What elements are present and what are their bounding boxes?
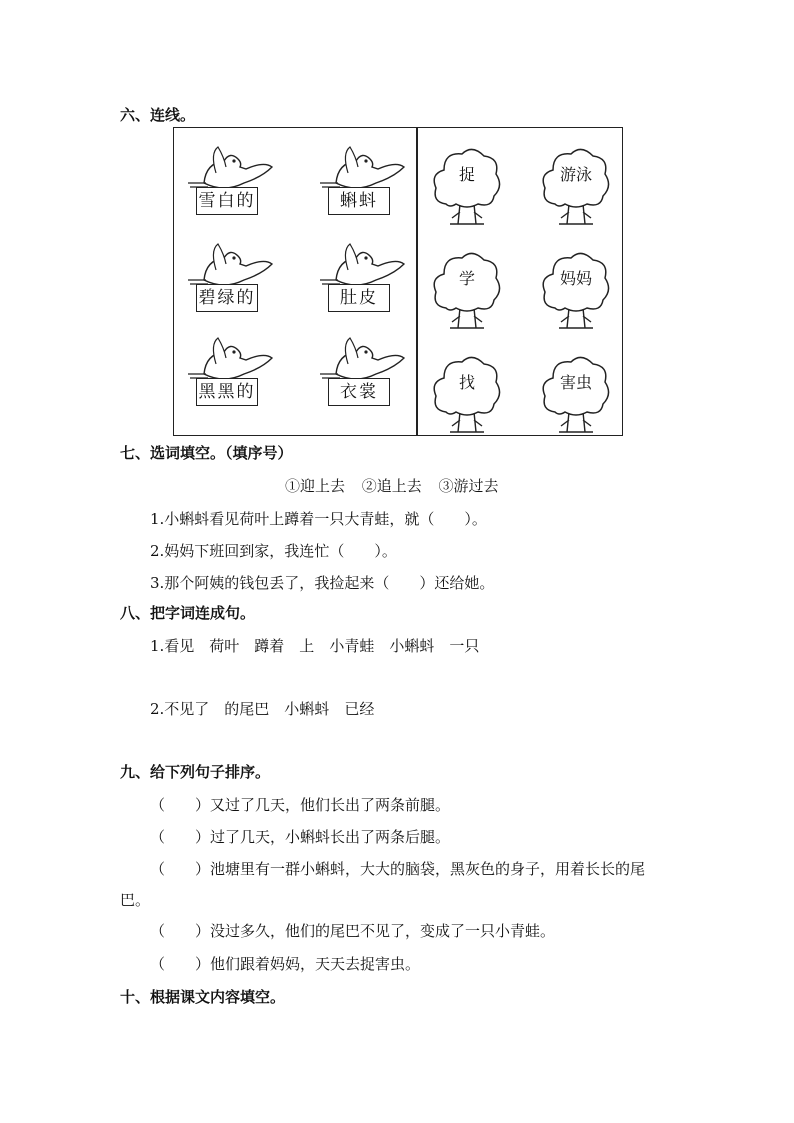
bird-card[interactable]: [184, 143, 274, 223]
box-divider: [416, 128, 418, 435]
word-options: ①迎上去 ②追上去 ③游过去: [285, 477, 499, 495]
bird-card[interactable]: [316, 334, 406, 414]
tree-label: 捉: [458, 165, 475, 184]
bird-label: 黑黑的: [196, 378, 258, 406]
tree-label: 找: [458, 373, 475, 392]
tree-card[interactable]: [541, 354, 611, 434]
sentence-item: 2.不见了 的尾巴 小蝌蚪 已经: [150, 700, 375, 718]
order-item-continued: 巴。: [120, 891, 151, 909]
order-item: （ ）过了几天，小蝌蚪长出了两条后腿。: [150, 828, 451, 846]
tree-label: 学: [458, 269, 475, 288]
bird-label: 蝌蚪: [328, 187, 390, 215]
section10-heading: 十、根据课文内容填空。: [120, 988, 286, 1006]
order-item: （ ）他们跟着妈妈，天天去捉害虫。: [150, 955, 421, 973]
bird-label: 肚皮: [328, 284, 390, 312]
tree-icon: [541, 146, 611, 226]
section7-heading: 七、选词填空。（填序号）: [120, 444, 293, 462]
tree-icon: [432, 250, 502, 330]
tree-label: 害虫: [559, 373, 592, 392]
tree-card[interactable]: [432, 250, 502, 330]
sentence-item: 1.看见 荷叶 蹲着 上 小青蛙 小蝌蚪 一只: [150, 637, 480, 655]
section8-heading: 八、把字词连成句。: [120, 604, 256, 622]
bird-card[interactable]: [316, 240, 406, 320]
fill-item: 1.小蝌蚪看见荷叶上蹲着一只大青蛙，就（ ）。: [150, 510, 487, 528]
bird-card[interactable]: [184, 240, 274, 320]
bird-label: 衣裳: [328, 378, 390, 406]
tree-card[interactable]: [432, 146, 502, 226]
order-item: （ ）池塘里有一群小蝌蚪，大大的脑袋，黑灰色的身子，用着长长的尾: [150, 860, 646, 878]
bird-card[interactable]: [184, 334, 274, 414]
bird-label: 碧绿的: [196, 284, 258, 312]
tree-card[interactable]: [541, 146, 611, 226]
tree-icon: [432, 354, 502, 434]
tree-label: 游泳: [559, 165, 592, 184]
bird-card[interactable]: [316, 143, 406, 223]
tree-label: 妈妈: [559, 269, 592, 288]
tree-icon: [541, 250, 611, 330]
bird-label: 雪白的: [196, 187, 258, 215]
order-item: （ ）又过了几天，他们长出了两条前腿。: [150, 796, 451, 814]
tree-card[interactable]: [432, 354, 502, 434]
tree-icon: [541, 354, 611, 434]
section9-heading: 九、给下列句子排序。: [120, 763, 271, 781]
tree-card[interactable]: [541, 250, 611, 330]
section6-heading: 六、连线。: [120, 106, 196, 124]
order-item: （ ）没过多久，他们的尾巴不见了，变成了一只小青蛙。: [150, 922, 556, 940]
matching-box: [173, 127, 623, 436]
tree-icon: [432, 146, 502, 226]
fill-item: 2.妈妈下班回到家，我连忙（ ）。: [150, 542, 397, 560]
fill-item: 3.那个阿姨的钱包丢了，我捡起来（ ）还给她。: [150, 574, 495, 592]
